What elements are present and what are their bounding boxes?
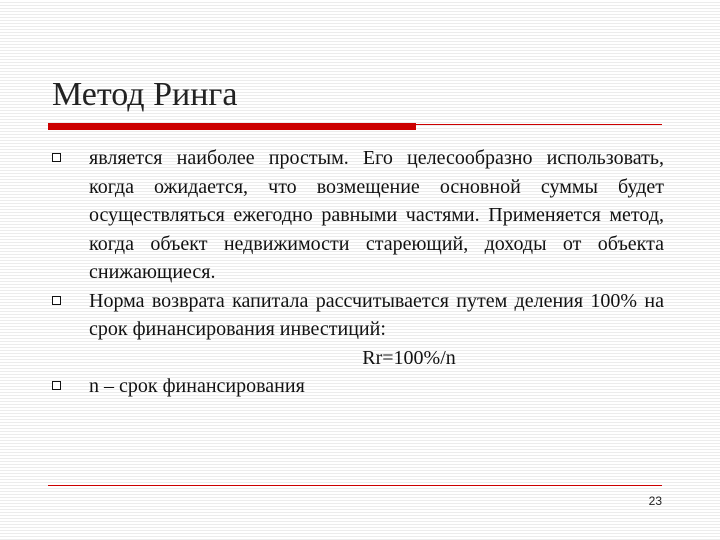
square-bullet-icon [52,296,61,305]
formula: Rr=100%/n [362,346,456,369]
bullet-item-method-description [52,144,664,287]
bullet-text: Норма возврата капитала рассчитывается путем деления 100% на срок финансирования инвестиций: [89,289,664,340]
bullet-item-definition [52,372,664,401]
title-underline [48,124,662,125]
slide-content [52,144,664,401]
slide-title: Метод Ринга [52,76,238,113]
footer-divider [48,485,662,486]
bullet-text: n – срок финансирования [89,375,305,397]
page-number: 23 [648,494,662,508]
bullet-item-return-rate [52,287,664,344]
square-bullet-icon [52,153,61,162]
bullet-text: является наиболее простым. Его целесообразно использовать, когда ожидается, что возмещение основной суммы будет осуществляться ежегодно равными частями. Применяется метод, когда объект недвижимости стареющий, доходы от объекта снижающиеся. [89,147,664,283]
square-bullet-icon [52,381,61,390]
